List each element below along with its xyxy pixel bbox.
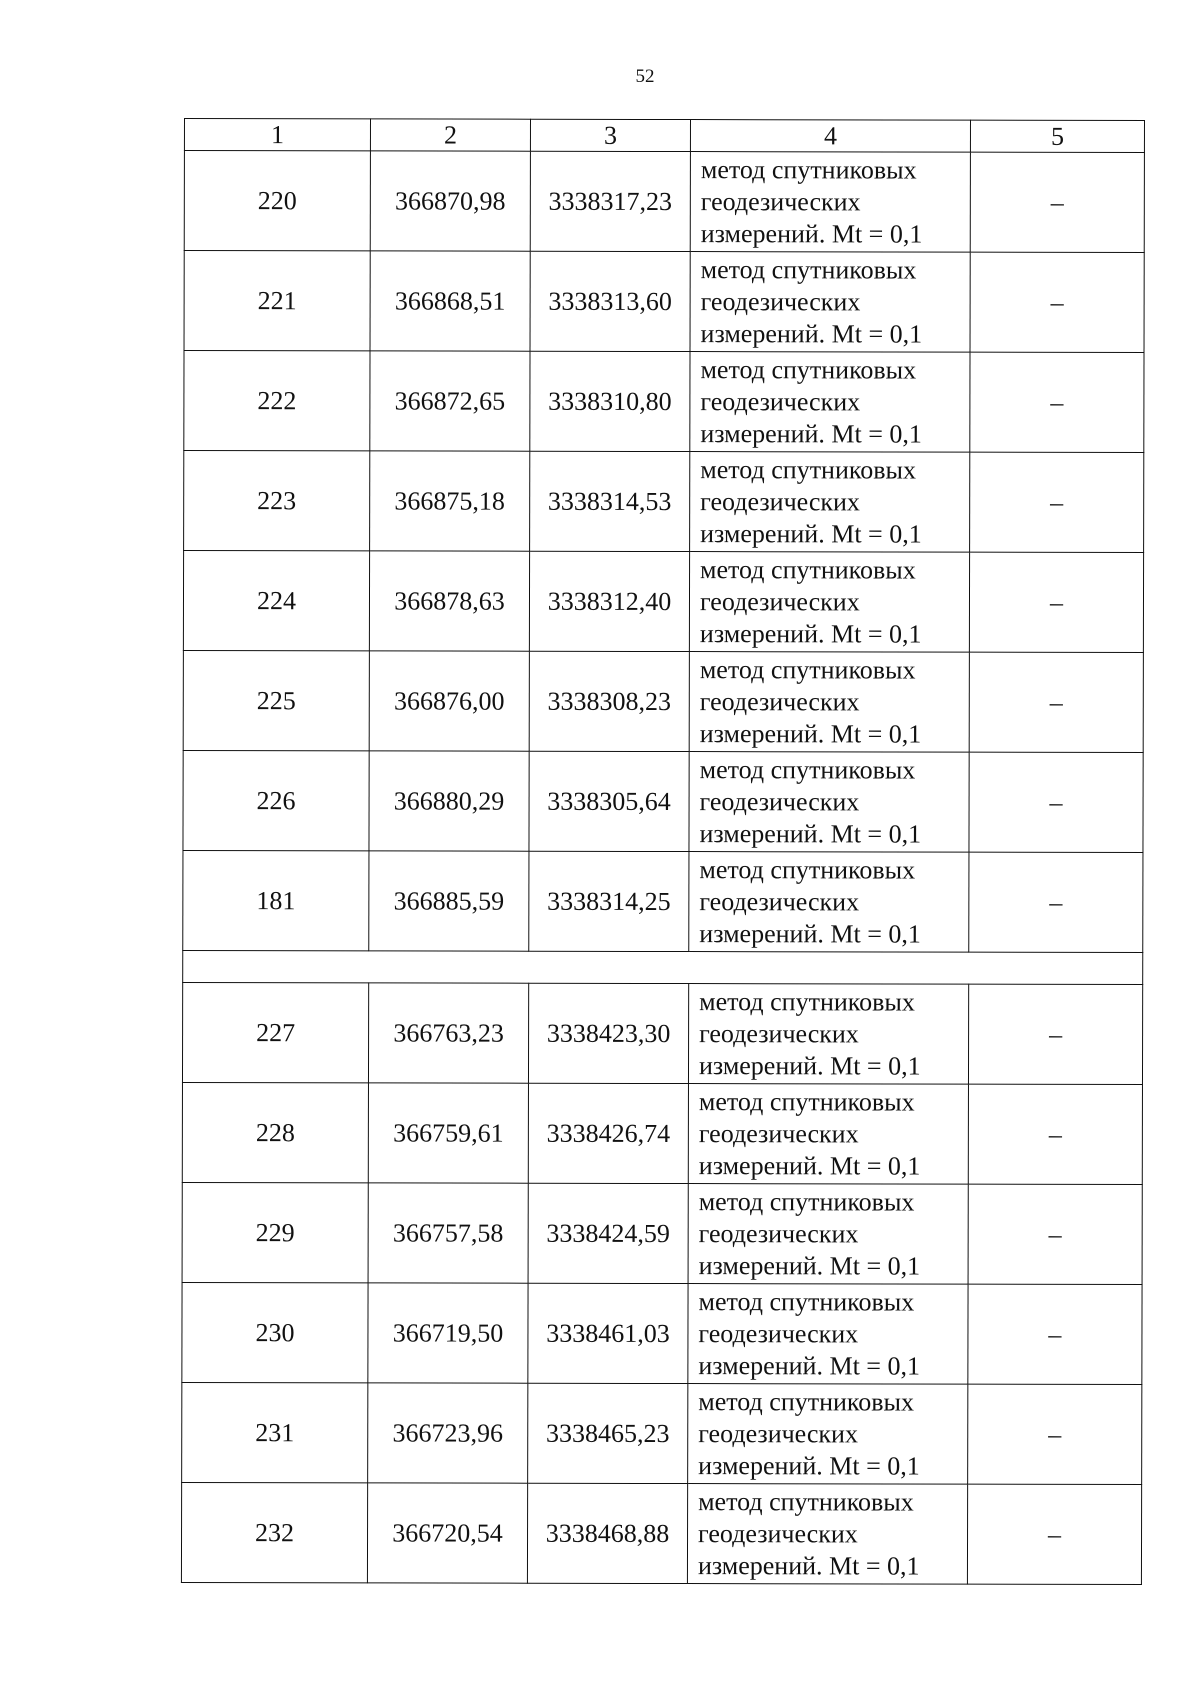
cell-measurement-method: метод спутниковых геодезических измерений. Mt = 0,1 [688, 1384, 968, 1485]
coordinates-table [181, 118, 1145, 1585]
cell-y-coordinate: 3338423,30 [528, 983, 688, 1083]
cell-point-number: 181 [183, 850, 369, 950]
cell-x-coordinate: 366885,59 [369, 851, 529, 951]
cell-note: – [968, 1284, 1142, 1384]
cell-note: – [970, 352, 1144, 452]
cell-note: – [968, 1084, 1142, 1184]
table-row [183, 750, 1143, 852]
table-row [184, 351, 1144, 453]
separator-cell [183, 950, 1143, 984]
header-col-4: 4 [690, 120, 970, 153]
cell-y-coordinate: 3338468,88 [527, 1483, 687, 1583]
cell-x-coordinate: 366875,18 [370, 451, 530, 551]
table-row [182, 1282, 1142, 1384]
cell-y-coordinate: 3338308,23 [529, 651, 689, 751]
cell-point-number: 226 [183, 750, 369, 850]
cell-note: – [970, 252, 1144, 352]
cell-measurement-method: метод спутниковых геодезических измерений. Mt = 0,1 [689, 552, 969, 653]
cell-x-coordinate: 366763,23 [368, 983, 528, 1083]
cell-point-number: 224 [183, 551, 369, 651]
cell-x-coordinate: 366757,58 [368, 1183, 528, 1283]
cell-x-coordinate: 366723,96 [368, 1383, 528, 1483]
cell-measurement-method: метод спутниковых геодезических измерений. Mt = 0,1 [690, 152, 970, 253]
cell-x-coordinate: 366759,61 [368, 1083, 528, 1183]
cell-point-number: 223 [184, 451, 370, 551]
cell-note: – [969, 852, 1143, 952]
cell-x-coordinate: 366872,65 [370, 351, 530, 451]
cell-y-coordinate: 3338305,64 [529, 751, 689, 851]
cell-note: – [969, 652, 1143, 752]
table-row [181, 1482, 1141, 1584]
table-row [183, 551, 1143, 653]
cell-note: – [968, 1384, 1142, 1484]
cell-y-coordinate: 3338317,23 [530, 151, 690, 251]
table-body [181, 151, 1144, 1585]
cell-y-coordinate: 3338314,53 [530, 451, 690, 551]
cell-y-coordinate: 3338461,03 [528, 1283, 688, 1383]
cell-measurement-method: метод спутниковых геодезических измерений. Mt = 0,1 [688, 1184, 968, 1285]
table-row [183, 850, 1143, 952]
header-col-3: 3 [530, 119, 690, 151]
cell-y-coordinate: 3338465,23 [528, 1383, 688, 1483]
cell-measurement-method: метод спутниковых геодезических измерений. Mt = 0,1 [689, 752, 969, 853]
cell-measurement-method: метод спутниковых геодезических измерений. Mt = 0,1 [689, 652, 969, 753]
header-col-1: 1 [184, 119, 370, 151]
cell-note: – [970, 152, 1144, 252]
separator-row [183, 950, 1143, 984]
table-row [184, 251, 1144, 353]
cell-point-number: 221 [184, 251, 370, 351]
cell-point-number: 222 [184, 351, 370, 451]
cell-point-number: 225 [183, 650, 369, 750]
cell-measurement-method: метод спутниковых геодезических измерений. Mt = 0,1 [689, 852, 969, 953]
cell-measurement-method: метод спутниковых геодезических измерений. Mt = 0,1 [688, 1084, 968, 1185]
cell-x-coordinate: 366870,98 [370, 151, 530, 251]
table-row [182, 982, 1142, 1084]
cell-note: – [969, 752, 1143, 852]
cell-y-coordinate: 3338310,80 [530, 351, 690, 451]
cell-note: – [970, 452, 1144, 552]
cell-point-number: 230 [182, 1282, 368, 1382]
table-row [182, 1182, 1142, 1284]
cell-x-coordinate: 366876,00 [369, 651, 529, 751]
cell-measurement-method: метод спутниковых геодезических измерений. Mt = 0,1 [688, 984, 968, 1085]
cell-measurement-method: метод спутниковых геодезических измерений. Mt = 0,1 [690, 452, 970, 553]
cell-y-coordinate: 3338312,40 [529, 551, 689, 651]
header-col-5: 5 [970, 120, 1144, 152]
table-row [182, 1382, 1142, 1484]
cell-measurement-method: метод спутниковых геодезических измерений. Mt = 0,1 [690, 252, 970, 353]
cell-measurement-method: метод спутниковых геодезических измерений. Mt = 0,1 [688, 1284, 968, 1385]
cell-measurement-method: метод спутниковых геодезических измерений. Mt = 0,1 [690, 352, 970, 453]
cell-point-number: 228 [182, 1082, 368, 1182]
cell-point-number: 232 [181, 1482, 367, 1582]
cell-note: – [967, 1484, 1141, 1584]
header-col-2: 2 [370, 119, 530, 151]
table-row [182, 1082, 1142, 1184]
cell-note: – [968, 1184, 1142, 1284]
cell-x-coordinate: 366719,50 [368, 1283, 528, 1383]
cell-y-coordinate: 3338424,59 [528, 1183, 688, 1283]
table-header [184, 119, 1144, 153]
cell-note: – [969, 552, 1143, 652]
cell-x-coordinate: 366880,29 [369, 751, 529, 851]
cell-x-coordinate: 366878,63 [369, 551, 529, 651]
cell-y-coordinate: 3338314,25 [529, 851, 689, 951]
table-row [184, 451, 1144, 553]
cell-x-coordinate: 366868,51 [370, 251, 530, 351]
cell-note: – [968, 984, 1142, 1084]
table-row [184, 151, 1144, 253]
cell-point-number: 229 [182, 1182, 368, 1282]
header-row [184, 119, 1144, 153]
cell-point-number: 220 [184, 151, 370, 251]
cell-x-coordinate: 366720,54 [367, 1483, 527, 1583]
page-number: 52 [635, 66, 655, 87]
cell-point-number: 227 [182, 982, 368, 1082]
cell-point-number: 231 [182, 1382, 368, 1482]
cell-measurement-method: метод спутниковых геодезических измерений. Mt = 0,1 [687, 1484, 967, 1585]
table-row [183, 650, 1143, 752]
cell-y-coordinate: 3338313,60 [530, 251, 690, 351]
cell-y-coordinate: 3338426,74 [528, 1083, 688, 1183]
